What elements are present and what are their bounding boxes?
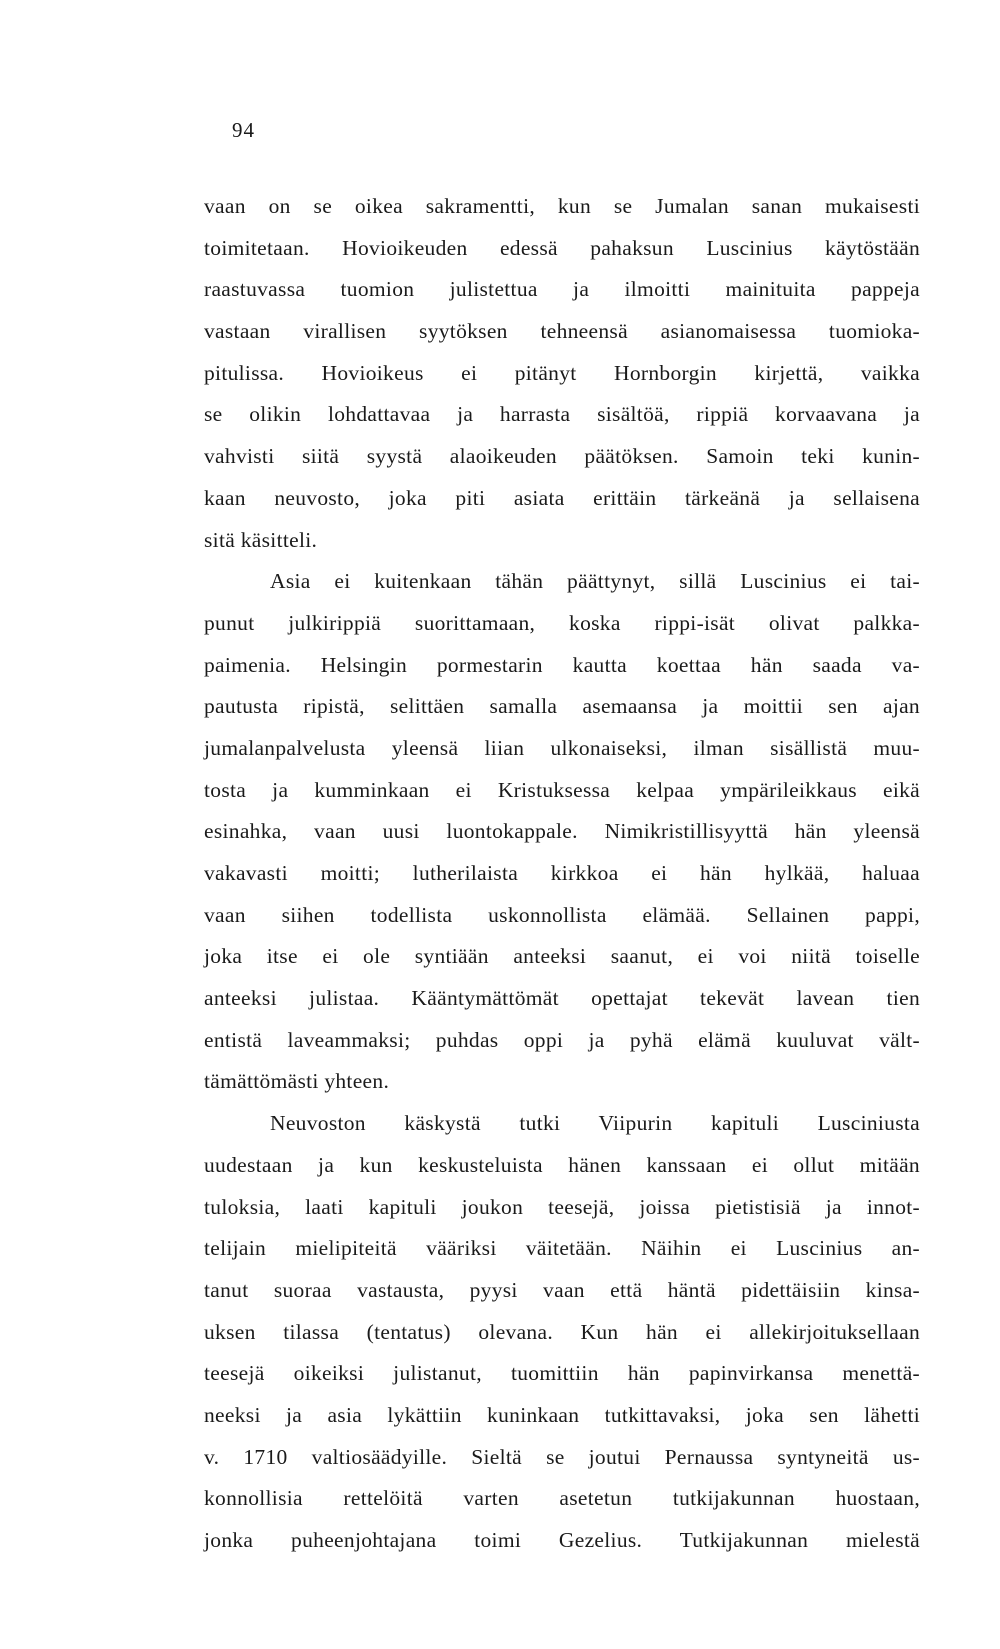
text-line: paimenia. Helsingin pormestarin kautta koettaa hän saada va-	[204, 652, 920, 677]
text-line: Neuvoston käskystä tutki Viipurin kapituli Lusciniusta	[270, 1111, 920, 1136]
text-line: tosta ja kumminkaan ei Kristuksessa kelpaa ympärileikkaus eikä	[204, 777, 920, 802]
text-line: anteeksi julistaa. Kääntymättömät opettajat tekevät lavean tien	[204, 986, 920, 1011]
text-line: sitä käsitteli.	[204, 527, 318, 552]
text-line: jumalanpalvelusta yleensä liian ulkonaiseksi, ilman sisällistä muu-	[204, 735, 920, 760]
text-line: punut julkirippiä suorittamaan, koska rippi-isät olivat palkka-	[204, 610, 920, 635]
text-line: pautusta ripistä, selittäen samalla asemaansa ja moittii sen ajan	[204, 694, 920, 719]
text-line: teesejä oikeiksi julistanut, tuomittiin hän papinvirkansa menettä-	[204, 1361, 920, 1386]
text-line: esinahka, vaan uusi luontokappale. Nimikristillisyyttä hän yleensä	[204, 819, 920, 844]
text-line: vaan siihen todellista uskonnollista elämää. Sellainen pappi,	[204, 902, 920, 927]
text-line: tämättömästi yhteen.	[204, 1069, 390, 1094]
text-line: toimitetaan. Hovioikeuden edessä pahaksun Luscinius käytöstään	[204, 235, 920, 260]
text-line: joka itse ei ole syntiään anteeksi saanut, ei voi niitä toiselle	[204, 944, 920, 969]
text-line: entistä laveammaksi; puhdas oppi ja pyhä elämä kuuluvat vält-	[204, 1027, 920, 1052]
body-text	[204, 186, 920, 1562]
paragraph-2	[204, 561, 920, 1103]
page-number: 94	[232, 118, 255, 142]
paragraph-3	[204, 1103, 920, 1562]
text-line: vakavasti moitti; lutherilaista kirkkoa ei hän hylkää, haluaa	[204, 861, 920, 885]
text-line: uudestaan ja kun keskusteluista hänen kanssaan ei ollut mitään	[204, 1152, 920, 1177]
text-line: tuloksia, laati kapituli joukon teesejä, joissa pietistisiä ja innot-	[204, 1194, 920, 1219]
text-line: jonka puheenjohtajana toimi Gezelius. Tutkijakunnan mielestä	[204, 1528, 920, 1552]
text-line: neeksi ja asia lykättiin kuninkaan tutkittavaksi, joka sen lähetti	[204, 1402, 920, 1427]
text-line: se olikin lohdattavaa ja harrasta sisältöä, rippiä korvaavana ja	[204, 402, 920, 427]
paragraph-1	[204, 186, 920, 561]
text-line: telijain mielipiteitä vääriksi väitetään. Näihin ei Luscinius an-	[204, 1236, 920, 1261]
text-line: konnollisia rettelöitä varten asetetun tutkijakunnan huostaan,	[204, 1486, 920, 1511]
text-line: Asia ei kuitenkaan tähän päättynyt, sillä Luscinius ei tai-	[270, 569, 920, 594]
text-line: v. 1710 valtiosäädyille. Sieltä se joutui Pernaussa syntyneitä us-	[204, 1444, 920, 1469]
text-line: vahvisti siitä syystä alaoikeuden päätöksen. Samoin teki kunin-	[204, 444, 920, 469]
text-line: tanut suoraa vastausta, pyysi vaan että häntä pidettäisiin kinsa-	[204, 1277, 920, 1302]
text-line: uksen tilassa (tentatus) olevana. Kun hän ei allekirjoituksellaan	[204, 1319, 920, 1344]
text-line: vaan on se oikea sakramentti, kun se Jumalan sanan mukaisesti	[204, 194, 920, 218]
text-line: kaan neuvosto, joka piti asiata erittäin tärkeänä ja sellaisena	[204, 485, 920, 510]
text-line: raastuvassa tuomion julistettua ja ilmoitti mainituita pappeja	[204, 277, 920, 302]
text-line: vastaan virallisen syytöksen tehneensä asianomaisessa tuomioka-	[204, 319, 920, 344]
text-line: pitulissa. Hovioikeus ei pitänyt Hornborgin kirjettä, vaikka	[204, 360, 920, 385]
